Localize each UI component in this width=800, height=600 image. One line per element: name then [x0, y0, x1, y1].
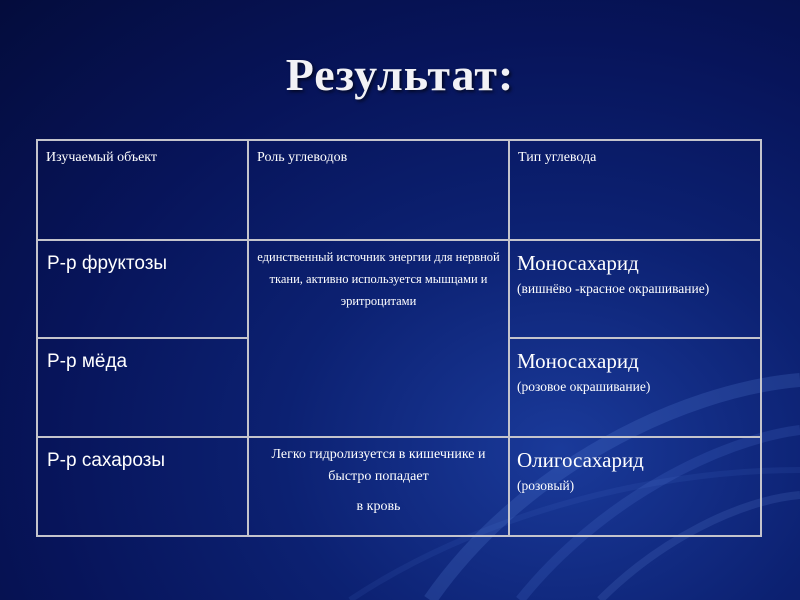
header-type-label: Тип углевода: [518, 150, 597, 165]
type-label-honey: Моносахарид: [517, 348, 639, 373]
object-label-sucrose: Р-р сахарозы: [47, 450, 166, 472]
table-row: [37, 437, 761, 536]
type-note-sucrose: (розовый): [517, 478, 575, 494]
type-label-sucrose: Олигосахарид: [517, 448, 644, 473]
role-cell-monosaccharide: [248, 240, 509, 438]
role-text-sucrose-line-2: в кровь: [356, 499, 401, 515]
object-label-fructose: Р-р фруктозы: [47, 252, 168, 274]
type-note-fructose: (вишнёво -красное окрашивание): [517, 280, 710, 296]
role-cell-sucrose: [248, 437, 509, 536]
header-cell-object: [37, 140, 248, 240]
type-cell: [509, 338, 761, 438]
table-header-row: [37, 140, 761, 240]
header-role-label: Роль углеводов: [257, 150, 348, 165]
results-table: [36, 139, 762, 537]
object-cell: [37, 437, 248, 536]
role-text-sucrose-line-1: Легко гидролизуется в кишечнике и быстро попадает: [271, 447, 486, 485]
object-cell: [37, 240, 248, 338]
role-text-monosaccharide: единственный источник энергии для нервной ткани, активно используется мышцами и эритроцитами: [257, 249, 500, 308]
type-cell: [509, 240, 761, 338]
role-text-sucrose: [249, 438, 508, 518]
slide-title: Результат:: [285, 49, 515, 100]
object-label-honey: Р-р мёда: [47, 350, 128, 372]
header-cell-role: [248, 140, 509, 240]
object-cell: [37, 338, 248, 438]
type-label-fructose: Моносахарид: [517, 250, 639, 275]
header-cell-type: [509, 140, 761, 240]
type-note-honey: (розовое окрашивание): [517, 378, 651, 394]
table-row: [37, 240, 761, 338]
header-object-label: Изучаемый объект: [46, 150, 158, 165]
type-cell: [509, 437, 761, 536]
